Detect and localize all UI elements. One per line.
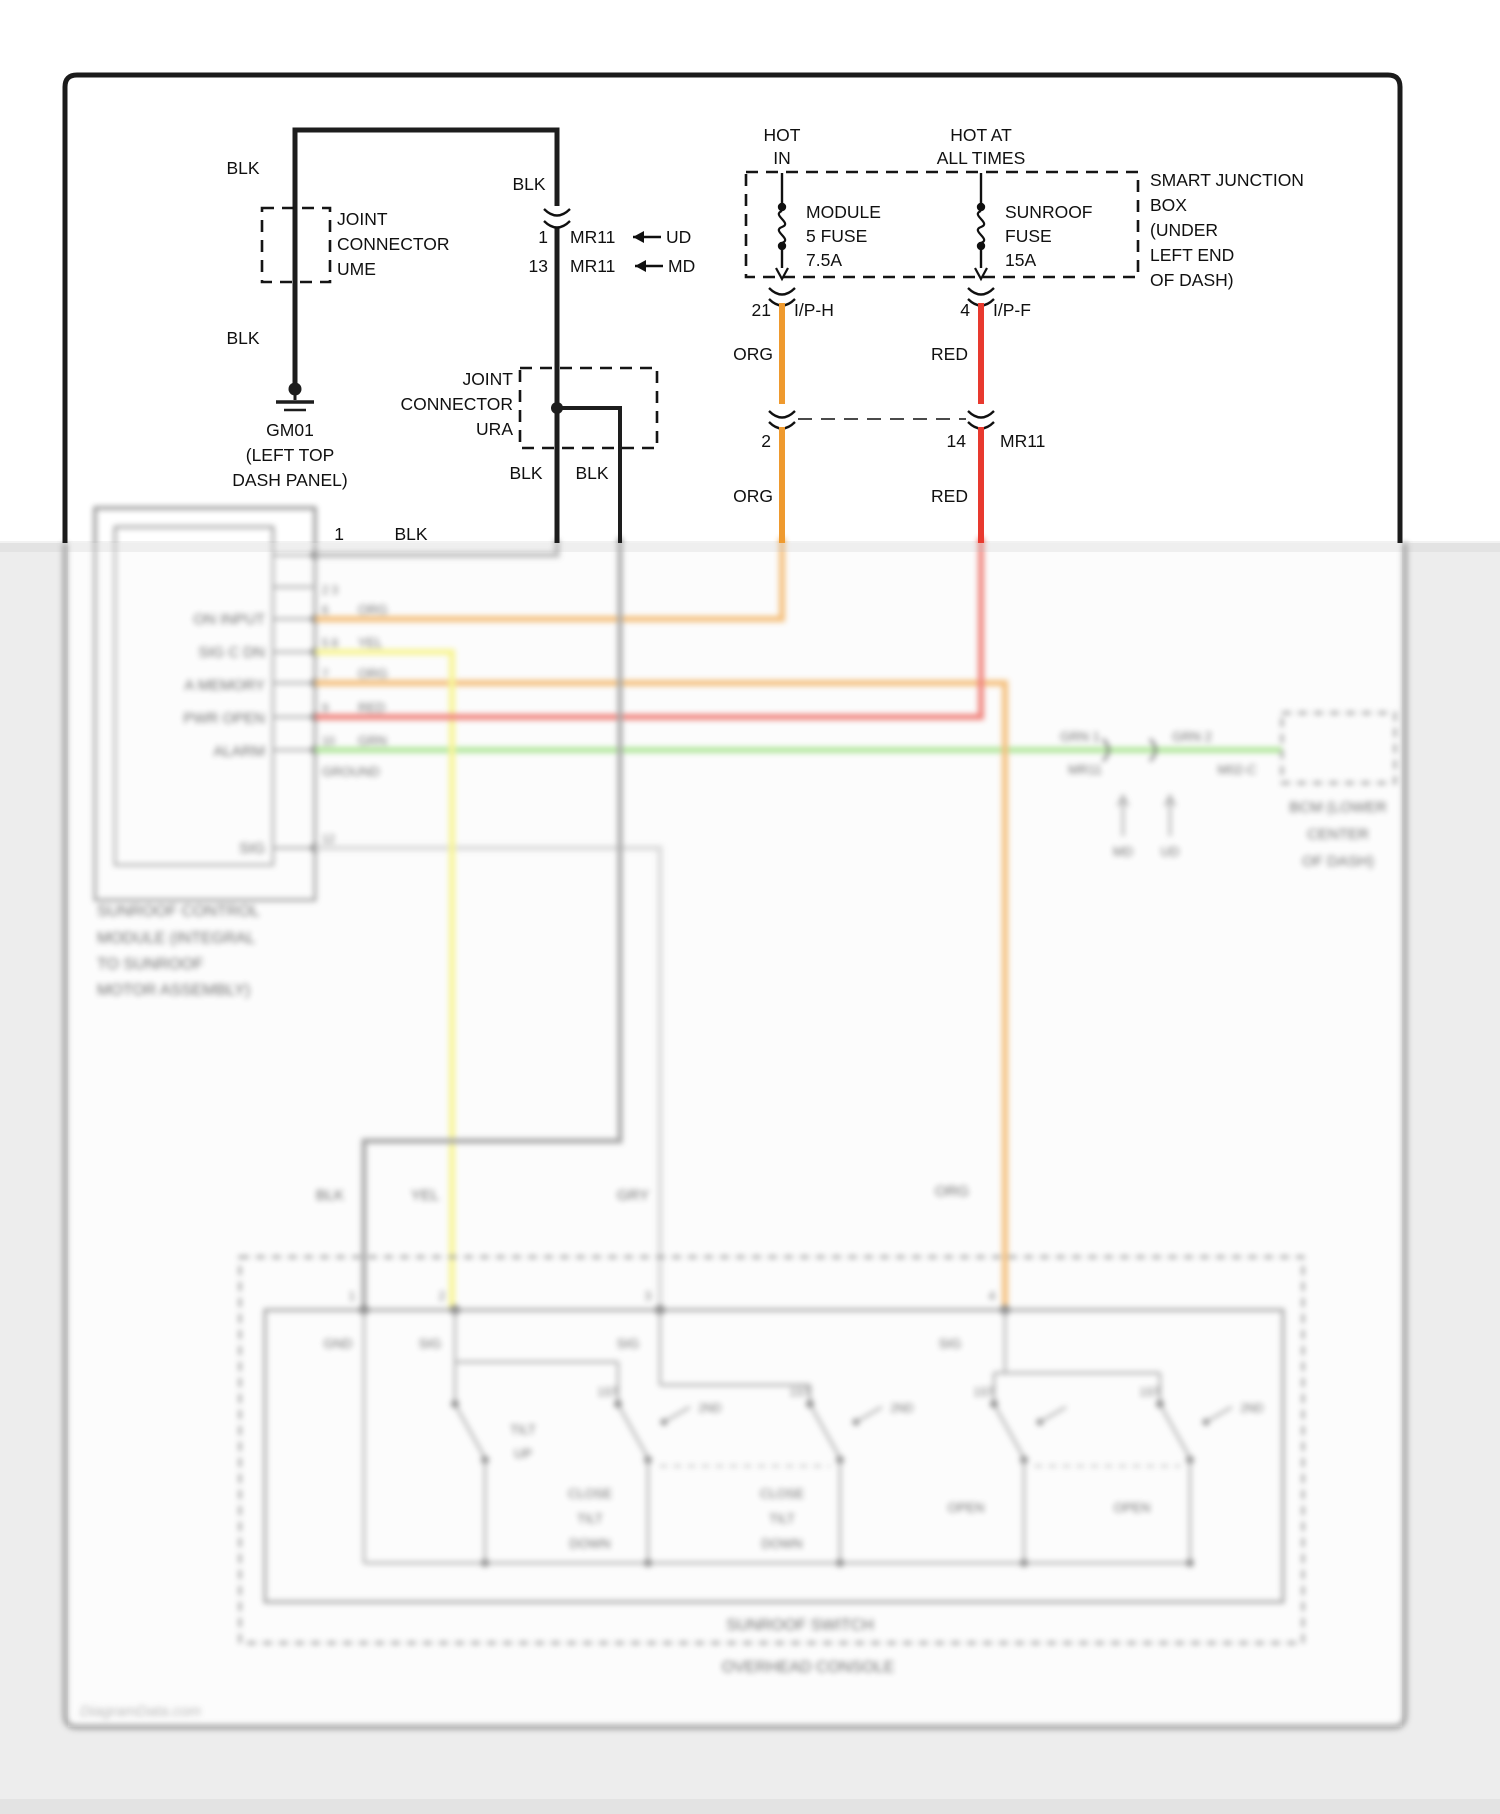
- switch-pin-number: 4: [988, 1291, 996, 1303]
- overhead-console-caption: OVERHEAD CONSOLE: [721, 1659, 895, 1676]
- wire-color-label: ORG: [358, 602, 388, 617]
- sjb-name-line: OF DASH): [1150, 270, 1234, 290]
- terminal-label: SIG: [616, 1336, 640, 1351]
- switch-pin-number: 1: [348, 1291, 356, 1303]
- bcm-name-line: CENTER: [1307, 826, 1369, 843]
- wire-color-label: YEL: [410, 1187, 440, 1204]
- wire-color-label: BLK: [226, 328, 260, 348]
- wire-color-label: YEL: [358, 635, 383, 650]
- module-pin-name: ON INPUT: [193, 611, 265, 628]
- connector-pin: 14: [946, 431, 966, 451]
- hot-in-label: HOT: [763, 125, 801, 145]
- module-pin-number: 6: [322, 605, 329, 617]
- seam-band: [0, 541, 1500, 552]
- ura-label-line: URA: [476, 419, 513, 439]
- module-pin-number: 12: [322, 834, 335, 846]
- module-pin-name: A MEMORY: [184, 677, 265, 694]
- module-pin-number: 9: [322, 703, 329, 715]
- fuse-label-line: MODULE: [806, 202, 881, 222]
- second-detent-label: 2ND: [1240, 1403, 1264, 1415]
- module-pin1-number: 1: [334, 524, 344, 544]
- blur-wash-overlay: [0, 543, 1500, 1814]
- ura-label-line: CONNECTOR: [400, 394, 513, 414]
- ud-label: UD: [1160, 844, 1180, 859]
- connector-name: I/P-F: [993, 300, 1031, 320]
- second-detent-label: 2ND: [698, 1403, 722, 1415]
- connector-pin: 1: [538, 227, 548, 247]
- ura-label-line: JOINT: [462, 369, 513, 389]
- terminal-label: SIG: [938, 1336, 962, 1351]
- gm01-label: GM01: [266, 420, 314, 440]
- connector-name: MR11: [570, 227, 616, 247]
- hot-at-all-times-label: ALL TIMES: [936, 148, 1026, 168]
- module-pin1-color: BLK: [394, 524, 428, 544]
- ume-label-line: JOINT: [337, 209, 388, 229]
- sjb-name-line: (UNDER: [1150, 220, 1219, 240]
- ground-label: GROUND: [322, 764, 380, 779]
- gm01-label: DASH PANEL): [232, 470, 348, 490]
- connector-pin: 4: [960, 300, 970, 320]
- wire-color-label: GRY: [616, 1187, 650, 1204]
- sjb-name-line: BOX: [1150, 195, 1187, 215]
- bcm-name-line: OF DASH): [1302, 853, 1374, 870]
- grn-label-left: GRN 1: [1060, 729, 1100, 744]
- sjb-name-line: LEFT END: [1150, 245, 1235, 265]
- first-detent-label: 1ST: [973, 1387, 995, 1399]
- module-caption-line: MOTOR ASSEMBLY): [97, 982, 251, 999]
- close-tilt-down-label: CLOSE: [759, 1486, 805, 1501]
- wire-color-label: BLK: [512, 174, 546, 194]
- md-label: MD: [1112, 844, 1134, 859]
- bcm-name-line: BCM (LOWER: [1289, 799, 1387, 816]
- hot-at-all-times-label: HOT AT: [950, 125, 1012, 145]
- connector-id: MR11: [1068, 762, 1102, 777]
- direction-label: UD: [666, 227, 692, 247]
- open-label: OPEN: [1113, 1500, 1151, 1515]
- wire-color-label: BLK: [315, 1187, 345, 1204]
- gm01-label: (LEFT TOP: [245, 445, 335, 465]
- fuse-label-line: FUSE: [1005, 226, 1052, 246]
- module-pin-name: SIG: [239, 840, 265, 857]
- connector-pin: 21: [751, 300, 771, 320]
- connector-name: I/P-H: [794, 300, 834, 320]
- fuse-label-line: 15A: [1005, 250, 1037, 270]
- module-caption-line: MODULE (INTEGRAL: [97, 930, 256, 947]
- module-pin-name: PWR OPEN: [183, 710, 265, 727]
- close-tilt-down-label: TILT: [769, 1511, 795, 1526]
- first-detent-label: 1ST: [789, 1387, 811, 1399]
- module-pin-name: ALARM: [213, 743, 265, 760]
- wire-color-label: RED: [931, 344, 968, 364]
- first-detent-label: 1ST: [597, 1387, 619, 1399]
- wire-color-label: BLK: [575, 463, 609, 483]
- hot-in-label: IN: [773, 148, 791, 168]
- open-label: OPEN: [947, 1500, 985, 1515]
- junction-dot: [551, 402, 563, 414]
- switch-pin-number: 2: [438, 1291, 446, 1303]
- tilt-up-label: TILT: [510, 1422, 536, 1437]
- close-tilt-down-label: TILT: [577, 1511, 603, 1526]
- module-pin-number: 2 3: [322, 585, 338, 597]
- connector-pin: 13: [528, 256, 548, 276]
- ume-label-line: CONNECTOR: [337, 234, 450, 254]
- watermark: DiagramData.com: [80, 1703, 201, 1720]
- wire-color-label: ORG: [934, 1183, 970, 1200]
- connector-id: M02-C: [1217, 762, 1257, 777]
- module-pin-number: 5 8: [322, 638, 338, 650]
- sunroof-switch-caption: SUNROOF SWITCH: [726, 1617, 874, 1634]
- terminal-label: SIG: [418, 1336, 442, 1351]
- fuse-label-line: SUNROOF: [1005, 202, 1093, 222]
- connector-pin: 2: [761, 431, 771, 451]
- module-caption-line: TO SUNROOF: [97, 956, 204, 973]
- wire-color-label: BLK: [509, 463, 543, 483]
- wire-color-label: ORG: [733, 486, 773, 506]
- terminal-label: GND: [323, 1336, 353, 1351]
- sjb-name-line: SMART JUNCTION: [1150, 170, 1304, 190]
- close-tilt-down-label: DOWN: [761, 1536, 803, 1551]
- second-detent-label: 2ND: [890, 1403, 914, 1415]
- wire-color-label: BLK: [226, 158, 260, 178]
- first-detent-label: 1ST: [1139, 1387, 1161, 1399]
- wire-color-label: ORG: [733, 344, 773, 364]
- direction-label: MD: [668, 256, 696, 276]
- close-tilt-down-label: DOWN: [569, 1536, 611, 1551]
- switch-pin-number: 3: [644, 1291, 652, 1303]
- ume-label-line: UME: [337, 259, 376, 279]
- wire-color-label: ORG: [358, 666, 388, 681]
- module-pin-number: 7: [322, 669, 329, 681]
- connector-name: MR11: [1000, 431, 1046, 451]
- module-caption-line: SUNROOF CONTROL: [97, 903, 260, 920]
- module-pin-number: 10: [322, 736, 335, 748]
- fuse-label-line: 7.5A: [806, 250, 842, 270]
- grn-label-right: GRN 2: [1172, 729, 1212, 744]
- fuse-label-line: 5 FUSE: [806, 226, 868, 246]
- module-pin-name: SIG C DN: [198, 644, 265, 661]
- close-tilt-down-label: CLOSE: [567, 1486, 613, 1501]
- wire-color-label: GRN: [358, 733, 387, 748]
- tilt-up-label: UP: [513, 1446, 533, 1461]
- wire-color-label: RED: [931, 486, 968, 506]
- connector-name: MR11: [570, 256, 616, 276]
- wire-color-label: RED: [358, 700, 386, 715]
